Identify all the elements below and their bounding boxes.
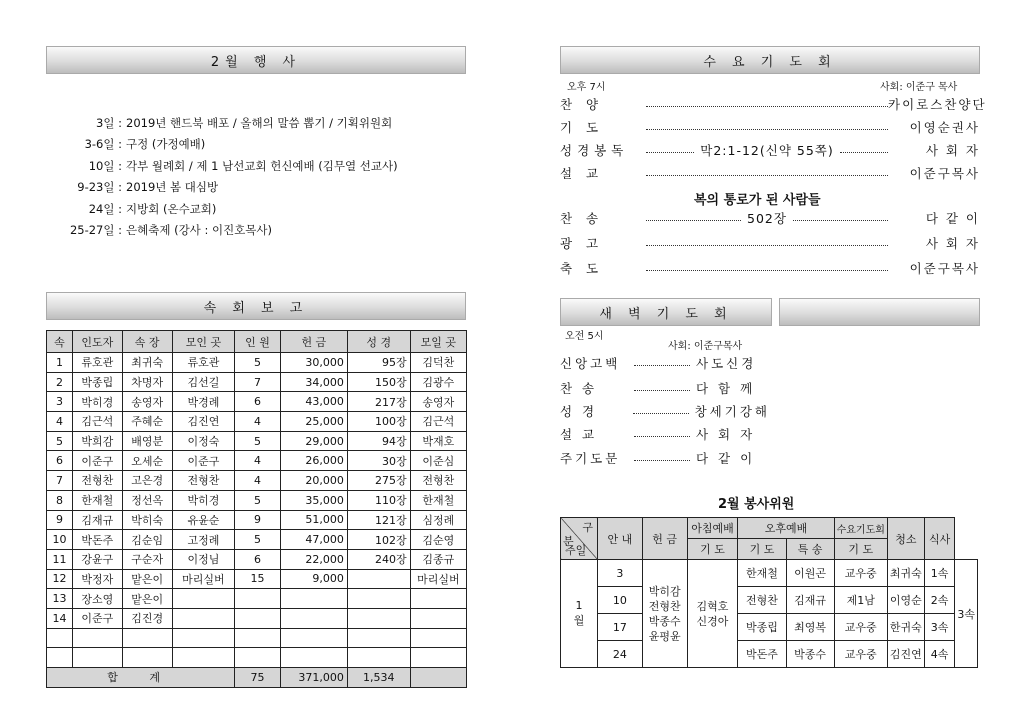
event-desc: 구정 (가정예배) xyxy=(126,137,206,152)
service-wed-pray: 최귀숙 xyxy=(887,560,924,587)
order-dots xyxy=(793,220,888,221)
table-cell: 김진연 xyxy=(172,412,235,432)
order-middle: 502장 xyxy=(747,211,787,226)
table-row xyxy=(47,648,467,668)
report-total-people: 75 xyxy=(235,668,280,688)
table-cell: 박돈주 xyxy=(72,530,122,550)
service-wed-pray: 김진연 xyxy=(887,641,924,668)
table-cell xyxy=(172,648,235,668)
service-h-wed: 수요기도회 xyxy=(834,518,887,539)
table-cell xyxy=(410,589,466,609)
order-dots xyxy=(646,270,888,271)
table-cell: 전형찬 xyxy=(72,471,122,491)
order-dots xyxy=(634,390,690,391)
order-label: 축 도 xyxy=(560,261,604,276)
table-row xyxy=(47,530,467,550)
order-label: 찬 송 xyxy=(560,211,604,226)
service-day: 24 xyxy=(598,641,643,668)
table-cell: 이준구 xyxy=(172,451,235,471)
table-cell: 9 xyxy=(235,510,280,530)
event-row xyxy=(46,220,466,242)
table-cell: 류호관 xyxy=(172,353,235,373)
table-cell: 9,000 xyxy=(280,569,347,589)
table-cell: 이준구 xyxy=(72,451,122,471)
service-corner xyxy=(561,518,598,560)
service-table xyxy=(560,517,978,668)
table-cell: 김순임 xyxy=(122,530,172,550)
table-cell: 김진경 xyxy=(122,608,172,628)
service-wed-pray: 이영순 xyxy=(887,587,924,614)
order-dots xyxy=(646,152,694,153)
order-label: 광 고 xyxy=(560,236,604,251)
service-sub-pray-wed: 기 도 xyxy=(834,539,887,560)
order-row xyxy=(560,116,980,138)
service-afternoon-pray: 김재규 xyxy=(786,587,834,614)
table-cell: 박히경 xyxy=(172,490,235,510)
table-cell xyxy=(122,628,172,648)
order-dots xyxy=(634,460,690,461)
table-row xyxy=(47,569,467,589)
table-cell: 100장 xyxy=(347,412,410,432)
service-morning-pray: 전형찬 xyxy=(738,587,786,614)
table-row xyxy=(561,641,978,668)
table-cell: 4 xyxy=(235,412,280,432)
table-cell: 15 xyxy=(235,569,280,589)
service-month xyxy=(561,560,598,668)
table-cell: 29,000 xyxy=(280,431,347,451)
table-row xyxy=(47,471,467,491)
table-cell: 주혜순 xyxy=(122,412,172,432)
wed-header xyxy=(560,46,980,74)
table-cell: 구순자 xyxy=(122,549,172,569)
table-cell: 이정님 xyxy=(172,549,235,569)
table-cell: 김순영 xyxy=(410,530,466,550)
order-row xyxy=(560,400,770,422)
service-h-morning: 아침예배 xyxy=(687,518,738,539)
table-cell: 1 xyxy=(47,353,73,373)
order-row xyxy=(560,352,770,374)
service-clean: 4속 xyxy=(924,641,955,668)
table-cell: 34,000 xyxy=(280,372,347,392)
table-cell xyxy=(235,628,280,648)
table-cell: 전형찬 xyxy=(410,471,466,491)
report-col-header: 속 xyxy=(47,331,73,353)
order-label: 기 도 xyxy=(560,120,604,135)
table-cell: 30장 xyxy=(347,451,410,471)
table-row xyxy=(47,353,467,373)
table-cell: 박종립 xyxy=(72,372,122,392)
service-corner-mid: 분 xyxy=(563,535,574,548)
order-right: 창세기강해 xyxy=(694,404,770,419)
service-sub-pray-morning: 기 도 xyxy=(687,539,738,560)
table-cell: 8 xyxy=(47,490,73,510)
table-cell: 110장 xyxy=(347,490,410,510)
table-row xyxy=(47,510,467,530)
events-list xyxy=(46,112,466,241)
table-row xyxy=(561,587,978,614)
table-row xyxy=(47,589,467,609)
order-right: 사 회 자 xyxy=(696,427,756,442)
service-clean: 2속 xyxy=(924,587,955,614)
order-dots xyxy=(634,365,690,366)
table-cell: 121장 xyxy=(347,510,410,530)
table-cell: 차명자 xyxy=(122,372,172,392)
table-cell: 고정례 xyxy=(172,530,235,550)
table-cell: 김근석 xyxy=(72,412,122,432)
table-cell: 이준심 xyxy=(410,451,466,471)
table-cell: 47,000 xyxy=(280,530,347,550)
event-date: 24일 : xyxy=(88,201,122,216)
order-dots xyxy=(646,129,888,130)
order-right: 이영순권사 xyxy=(909,120,980,135)
table-cell: 한재철 xyxy=(72,490,122,510)
service-afternoon-pray: 박종수 xyxy=(786,641,834,668)
event-date: 3-6일 : xyxy=(84,137,122,152)
order-row xyxy=(560,447,770,469)
service-sub-special: 특 송 xyxy=(786,539,834,560)
table-cell xyxy=(235,589,280,609)
report-header-title: 속 회 보 고 xyxy=(203,300,309,316)
service-h-meal: 식사 xyxy=(924,518,955,560)
table-cell xyxy=(47,628,73,648)
service-morning-pray: 박돈주 xyxy=(738,641,786,668)
table-cell: 2 xyxy=(47,372,73,392)
table-cell: 13 xyxy=(47,589,73,609)
table-cell: 박재호 xyxy=(410,431,466,451)
table-cell: 5 xyxy=(47,431,73,451)
order-right: 사 회 자 xyxy=(925,236,980,251)
sermon-title: 복의 통로가 된 사람들 xyxy=(694,193,821,208)
table-cell: 전형찬 xyxy=(172,471,235,491)
event-row xyxy=(46,155,466,177)
report-total-empty xyxy=(410,668,466,688)
table-cell: 11 xyxy=(47,549,73,569)
events-header-title: 2월 행 사 xyxy=(210,54,302,70)
table-cell xyxy=(235,648,280,668)
order-row xyxy=(560,377,770,399)
table-cell xyxy=(410,608,466,628)
table-cell xyxy=(172,628,235,648)
dawn-header-spacer xyxy=(779,298,980,326)
service-afternoon-special: 제1남 xyxy=(834,587,887,614)
event-desc: 은혜축제 (강사 : 이진호목사) xyxy=(126,223,273,238)
table-cell: 20,000 xyxy=(280,471,347,491)
table-cell: 35,000 xyxy=(280,490,347,510)
table-cell: 정선옥 xyxy=(122,490,172,510)
table-cell: 송영자 xyxy=(410,392,466,412)
table-row xyxy=(47,628,467,648)
table-cell: 마리실버 xyxy=(410,569,466,589)
order-dots xyxy=(646,220,741,221)
order-right: 카이로스찬양단 xyxy=(888,97,987,112)
table-cell: 맡은이 xyxy=(122,589,172,609)
table-cell: 맡은이 xyxy=(122,569,172,589)
service-h-afternoon: 오후예배 xyxy=(738,518,834,539)
order-right: 다 함 께 xyxy=(696,381,756,396)
table-row xyxy=(47,392,467,412)
table-row xyxy=(47,372,467,392)
table-row xyxy=(561,614,978,641)
order-label: 성경봉독 xyxy=(560,143,629,158)
service-afternoon-special: 교우중 xyxy=(834,560,887,587)
table-cell xyxy=(172,589,235,609)
order-middle: 막2:1-12(신약 55쪽) xyxy=(700,143,834,158)
report-col-header: 인 원 xyxy=(235,331,280,353)
table-cell: 9 xyxy=(47,510,73,530)
table-cell: 5 xyxy=(235,431,280,451)
table-cell: 240장 xyxy=(347,549,410,569)
table-cell: 송영자 xyxy=(122,392,172,412)
table-cell xyxy=(347,569,410,589)
order-right: 사 회 자 xyxy=(925,143,980,158)
service-day: 17 xyxy=(598,614,643,641)
table-cell: 마리실버 xyxy=(172,569,235,589)
order-dots xyxy=(646,175,888,176)
service-title: 2월 봉사위원 xyxy=(718,497,795,512)
order-row xyxy=(560,162,980,184)
table-cell: 6 xyxy=(235,549,280,569)
table-row xyxy=(47,431,467,451)
table-cell: 25,000 xyxy=(280,412,347,432)
table-cell xyxy=(280,589,347,609)
service-afternoon-special: 교우중 xyxy=(834,641,887,668)
table-cell xyxy=(172,608,235,628)
table-cell: 7 xyxy=(235,372,280,392)
order-row xyxy=(560,207,980,229)
wed-host: 사회: 이준구 목사 xyxy=(880,82,958,93)
order-dots xyxy=(646,245,888,246)
events-header xyxy=(46,46,466,74)
order-right: 이준구목사 xyxy=(909,261,980,276)
table-cell: 26,000 xyxy=(280,451,347,471)
order-row xyxy=(560,93,987,115)
event-desc: 2019년 봄 대심방 xyxy=(126,180,219,195)
table-cell: 4 xyxy=(47,412,73,432)
report-col-header: 헌 금 xyxy=(280,331,347,353)
table-cell: 오세순 xyxy=(122,451,172,471)
table-cell xyxy=(410,628,466,648)
table-cell: 박히숙 xyxy=(122,510,172,530)
service-clean: 3속 xyxy=(924,614,955,641)
order-right: 다 같 이 xyxy=(925,211,980,226)
order-label: 찬 양 xyxy=(560,97,604,112)
event-row xyxy=(46,112,466,134)
report-col-header: 성 경 xyxy=(347,331,410,353)
table-cell: 4 xyxy=(235,451,280,471)
service-wed-pray: 한귀숙 xyxy=(887,614,924,641)
table-cell: 심정례 xyxy=(410,510,466,530)
order-dots xyxy=(634,436,690,437)
table-cell: 4 xyxy=(235,471,280,491)
event-date: 9-23일 : xyxy=(77,180,122,195)
service-meal: 3속 xyxy=(955,560,978,668)
table-cell: 94장 xyxy=(347,431,410,451)
table-cell: 김재규 xyxy=(72,510,122,530)
table-cell: 102장 xyxy=(347,530,410,550)
table-cell: 류호관 xyxy=(72,353,122,373)
order-label: 신앙고백 xyxy=(560,356,621,371)
order-right: 사도신경 xyxy=(696,356,757,371)
service-day: 3 xyxy=(598,560,643,587)
table-cell: 5 xyxy=(235,530,280,550)
table-cell xyxy=(72,628,122,648)
report-total-offering: 371,000 xyxy=(280,668,347,688)
table-cell xyxy=(280,648,347,668)
report-col-header: 속 장 xyxy=(122,331,172,353)
service-corner-top: 구 xyxy=(582,521,594,534)
wed-header-title: 수 요 기 도 회 xyxy=(703,54,837,70)
table-cell: 박경례 xyxy=(172,392,235,412)
table-cell xyxy=(280,608,347,628)
order-label: 설 교 xyxy=(560,427,598,442)
table-row xyxy=(47,549,467,569)
table-cell: 최귀숙 xyxy=(122,353,172,373)
table-cell xyxy=(72,648,122,668)
table-cell: 6 xyxy=(47,451,73,471)
event-row xyxy=(46,177,466,199)
event-date: 25-27일 : xyxy=(69,223,122,238)
table-cell: 150장 xyxy=(347,372,410,392)
report-col-header: 모인 곳 xyxy=(172,331,235,353)
service-month-label: 1월 xyxy=(573,599,585,627)
order-right: 다 같 이 xyxy=(696,451,756,466)
table-cell: 43,000 xyxy=(280,392,347,412)
order-dots xyxy=(633,413,688,414)
report-total-row xyxy=(47,668,467,688)
table-cell: 5 xyxy=(235,353,280,373)
service-afternoon-special: 교우중 xyxy=(834,614,887,641)
table-cell: 7 xyxy=(47,471,73,491)
event-desc: 각부 월례회 / 제 1 남선교회 헌신예배 (김무열 선교사) xyxy=(126,158,398,173)
service-h-offering: 헌 금 xyxy=(642,518,687,560)
table-cell: 이준구 xyxy=(72,608,122,628)
order-row xyxy=(560,139,980,161)
dawn-header xyxy=(560,298,772,326)
service-clean: 1속 xyxy=(924,560,955,587)
report-col-header: 인도자 xyxy=(72,331,122,353)
table-cell: 22,000 xyxy=(280,549,347,569)
order-row xyxy=(560,232,980,254)
event-row xyxy=(46,134,466,156)
order-label: 설 교 xyxy=(560,166,604,181)
service-guide: 박히감 전형찬 박종수 윤평윤 xyxy=(642,560,687,668)
event-date: 10일 : xyxy=(88,158,122,173)
report-table xyxy=(46,330,467,688)
table-cell xyxy=(347,628,410,648)
order-label: 주기도문 xyxy=(560,451,621,466)
table-row xyxy=(47,608,467,628)
table-cell: 한재철 xyxy=(410,490,466,510)
table-cell: 30,000 xyxy=(280,353,347,373)
order-label: 찬 송 xyxy=(560,381,598,396)
event-desc: 지방회 (온수교회) xyxy=(126,201,217,216)
table-cell xyxy=(280,628,347,648)
report-total-bible: 1,534 xyxy=(347,668,410,688)
service-morning-pray: 한재철 xyxy=(738,560,786,587)
table-cell: 12 xyxy=(47,569,73,589)
event-date: 3일 : xyxy=(96,115,122,130)
table-cell: 고은경 xyxy=(122,471,172,491)
service-corner-bottom: 주일 xyxy=(565,544,587,557)
table-cell xyxy=(347,589,410,609)
table-cell xyxy=(47,648,73,668)
dawn-header-title: 새 벽 기 도 회 xyxy=(599,306,733,322)
table-row xyxy=(561,560,978,587)
report-total-label: 합 계 xyxy=(47,668,235,688)
service-h-guide: 안 내 xyxy=(598,518,643,560)
order-row xyxy=(560,423,770,445)
wed-time: 오후 7시 xyxy=(567,82,606,93)
table-cell: 6 xyxy=(235,392,280,412)
table-cell xyxy=(235,608,280,628)
table-cell: 배영분 xyxy=(122,431,172,451)
table-cell xyxy=(410,648,466,668)
order-right: 이준구목사 xyxy=(909,166,980,181)
event-desc: 2019년 핸드북 배포 / 올해의 말씀 뽑기 / 기획위원회 xyxy=(126,115,393,130)
table-cell: 김선길 xyxy=(172,372,235,392)
table-row xyxy=(47,451,467,471)
service-afternoon-pray: 최영복 xyxy=(786,614,834,641)
table-cell: 김종규 xyxy=(410,549,466,569)
dawn-host: 사회: 이준구목사 xyxy=(668,341,743,352)
order-label: 성 경 xyxy=(560,404,598,419)
table-cell xyxy=(122,648,172,668)
table-cell: 김근석 xyxy=(410,412,466,432)
report-col-header: 모일 곳 xyxy=(410,331,466,353)
service-afternoon-pray: 이원곤 xyxy=(786,560,834,587)
table-cell: 박희감 xyxy=(72,431,122,451)
order-row xyxy=(560,257,980,279)
table-cell: 박히경 xyxy=(72,392,122,412)
table-row xyxy=(47,412,467,432)
table-cell: 강윤구 xyxy=(72,549,122,569)
table-cell: 275장 xyxy=(347,471,410,491)
table-cell: 이정숙 xyxy=(172,431,235,451)
table-cell: 박정자 xyxy=(72,569,122,589)
event-row xyxy=(46,198,466,220)
order-dots xyxy=(840,152,888,153)
service-h-clean: 청소 xyxy=(887,518,924,560)
table-cell: 217장 xyxy=(347,392,410,412)
table-cell: 5 xyxy=(235,490,280,510)
table-cell: 김광수 xyxy=(410,372,466,392)
service-day: 10 xyxy=(598,587,643,614)
table-row xyxy=(47,490,467,510)
table-cell: 장소영 xyxy=(72,589,122,609)
table-cell: 3 xyxy=(47,392,73,412)
table-cell: 10 xyxy=(47,530,73,550)
dawn-time: 오전 5시 xyxy=(565,331,604,342)
service-offering: 김혁호 신경아 xyxy=(687,560,738,668)
table-cell xyxy=(347,608,410,628)
table-cell: 김덕찬 xyxy=(410,353,466,373)
table-cell: 51,000 xyxy=(280,510,347,530)
table-cell xyxy=(347,648,410,668)
report-header xyxy=(46,292,466,320)
table-cell: 14 xyxy=(47,608,73,628)
service-morning-pray: 박종립 xyxy=(738,614,786,641)
table-cell: 유윤순 xyxy=(172,510,235,530)
service-sub-pray-afternoon: 기 도 xyxy=(738,539,786,560)
table-cell: 95장 xyxy=(347,353,410,373)
order-dots xyxy=(646,106,888,107)
